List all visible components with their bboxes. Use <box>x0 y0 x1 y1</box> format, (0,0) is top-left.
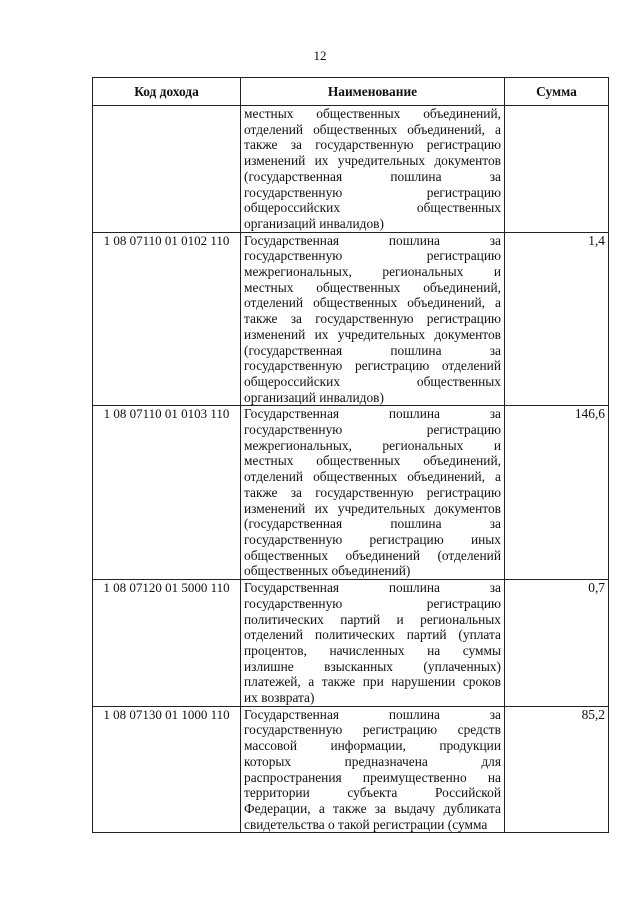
amount-cell <box>505 106 609 233</box>
amount-cell: 85,2 <box>505 706 609 833</box>
description-line: государственную регистрацию <box>244 422 501 438</box>
description-line: Государственная пошлина за <box>244 406 501 422</box>
description-line: государственную регистрацию иных <box>244 531 501 547</box>
description-line: общероссийских общественных <box>244 373 501 389</box>
description-line: отделений общественных объединений, а <box>244 121 501 137</box>
description-line: государственную регистрацию <box>244 184 501 200</box>
description-line: отделений общественных объединений, а <box>244 295 501 311</box>
description-line: политических партий и региональных <box>244 611 501 627</box>
description-cell <box>241 580 505 707</box>
description-line: межрегиональных, региональных и <box>244 264 501 280</box>
description-line: которых предназначена для <box>244 753 501 769</box>
description-line: общественных объединений) <box>244 563 411 579</box>
description-line: также за государственную регистрацию <box>244 137 501 153</box>
description-cell <box>241 232 505 406</box>
description-line: распространения преимущественно на <box>244 769 501 785</box>
table-header-row <box>93 78 609 106</box>
description-line: (государственная пошлина за <box>244 168 501 184</box>
page-number: 12 <box>313 48 327 63</box>
description-line: изменений их учредительных документов <box>244 326 501 342</box>
description-line: платежей, а также при нарушении сроков <box>244 674 501 690</box>
description-line: также за государственную регистрацию <box>244 311 501 327</box>
description-line: изменений их учредительных документов <box>244 153 501 169</box>
description-cell <box>241 106 505 233</box>
description-line: свидетельства о такой регистрации (сумма <box>244 816 488 832</box>
header-code: Код дохода <box>93 78 241 106</box>
description-line: процентов, начисленных на суммы <box>244 642 501 658</box>
amount-cell: 1,4 <box>505 232 609 406</box>
income-code-cell <box>93 106 241 233</box>
description-line: территории субъекта Российской <box>244 785 501 801</box>
table-row <box>93 106 609 233</box>
table-row <box>93 580 609 707</box>
description-line: Федерации, а также за выдачу дубликата <box>244 800 501 816</box>
description-line: излишне взысканных (уплаченных) <box>244 658 501 674</box>
description-line: общероссийских общественных <box>244 200 501 216</box>
description-line: (государственная пошлина за <box>244 516 501 532</box>
income-code-cell: 1 08 07110 01 0103 110 <box>93 406 241 580</box>
table-row <box>93 406 609 580</box>
income-code-cell: 1 08 07130 01 1000 110 <box>93 706 241 833</box>
description-cell <box>241 406 505 580</box>
description-line: их возврата) <box>244 690 315 706</box>
description-line: Государственная пошлина за <box>244 580 501 596</box>
description-line: изменений их учредительных документов <box>244 500 501 516</box>
description-cell <box>241 706 505 833</box>
description-line: также за государственную регистрацию <box>244 484 501 500</box>
description-line: Государственная пошлина за <box>244 706 501 722</box>
description-line: (государственная пошлина за <box>244 342 501 358</box>
table-row <box>93 232 609 406</box>
amount-cell: 0,7 <box>505 580 609 707</box>
description-line: отделений политических партий (уплата <box>244 627 501 643</box>
amount-cell: 146,6 <box>505 406 609 580</box>
income-code-cell: 1 08 07120 01 5000 110 <box>93 580 241 707</box>
description-line: государственную регистрацию <box>244 248 501 264</box>
description-line: местных общественных объединений, <box>244 279 501 295</box>
description-line: отделений общественных объединений, а <box>244 469 501 485</box>
description-line: организаций инвалидов) <box>244 215 384 231</box>
income-code-cell: 1 08 07110 01 0102 110 <box>93 232 241 406</box>
description-line: общественных объединений (отделений <box>244 547 501 563</box>
description-line: государственную регистрацию <box>244 595 501 611</box>
description-line: массовой информации, продукции <box>244 738 501 754</box>
header-name: Наименование <box>241 78 505 106</box>
description-line: организаций инвалидов) <box>244 389 384 405</box>
description-line: местных общественных объединений, <box>244 106 501 121</box>
description-line: межрегиональных, региональных и <box>244 437 501 453</box>
revenue-table <box>92 77 609 833</box>
description-line: государственную регистрацию отделений <box>244 358 501 374</box>
header-sum: Сумма <box>505 78 609 106</box>
description-line: местных общественных объединений, <box>244 453 501 469</box>
description-line: Государственная пошлина за <box>244 232 501 248</box>
table-row <box>93 706 609 833</box>
description-line: государственную регистрацию средств <box>244 722 501 738</box>
